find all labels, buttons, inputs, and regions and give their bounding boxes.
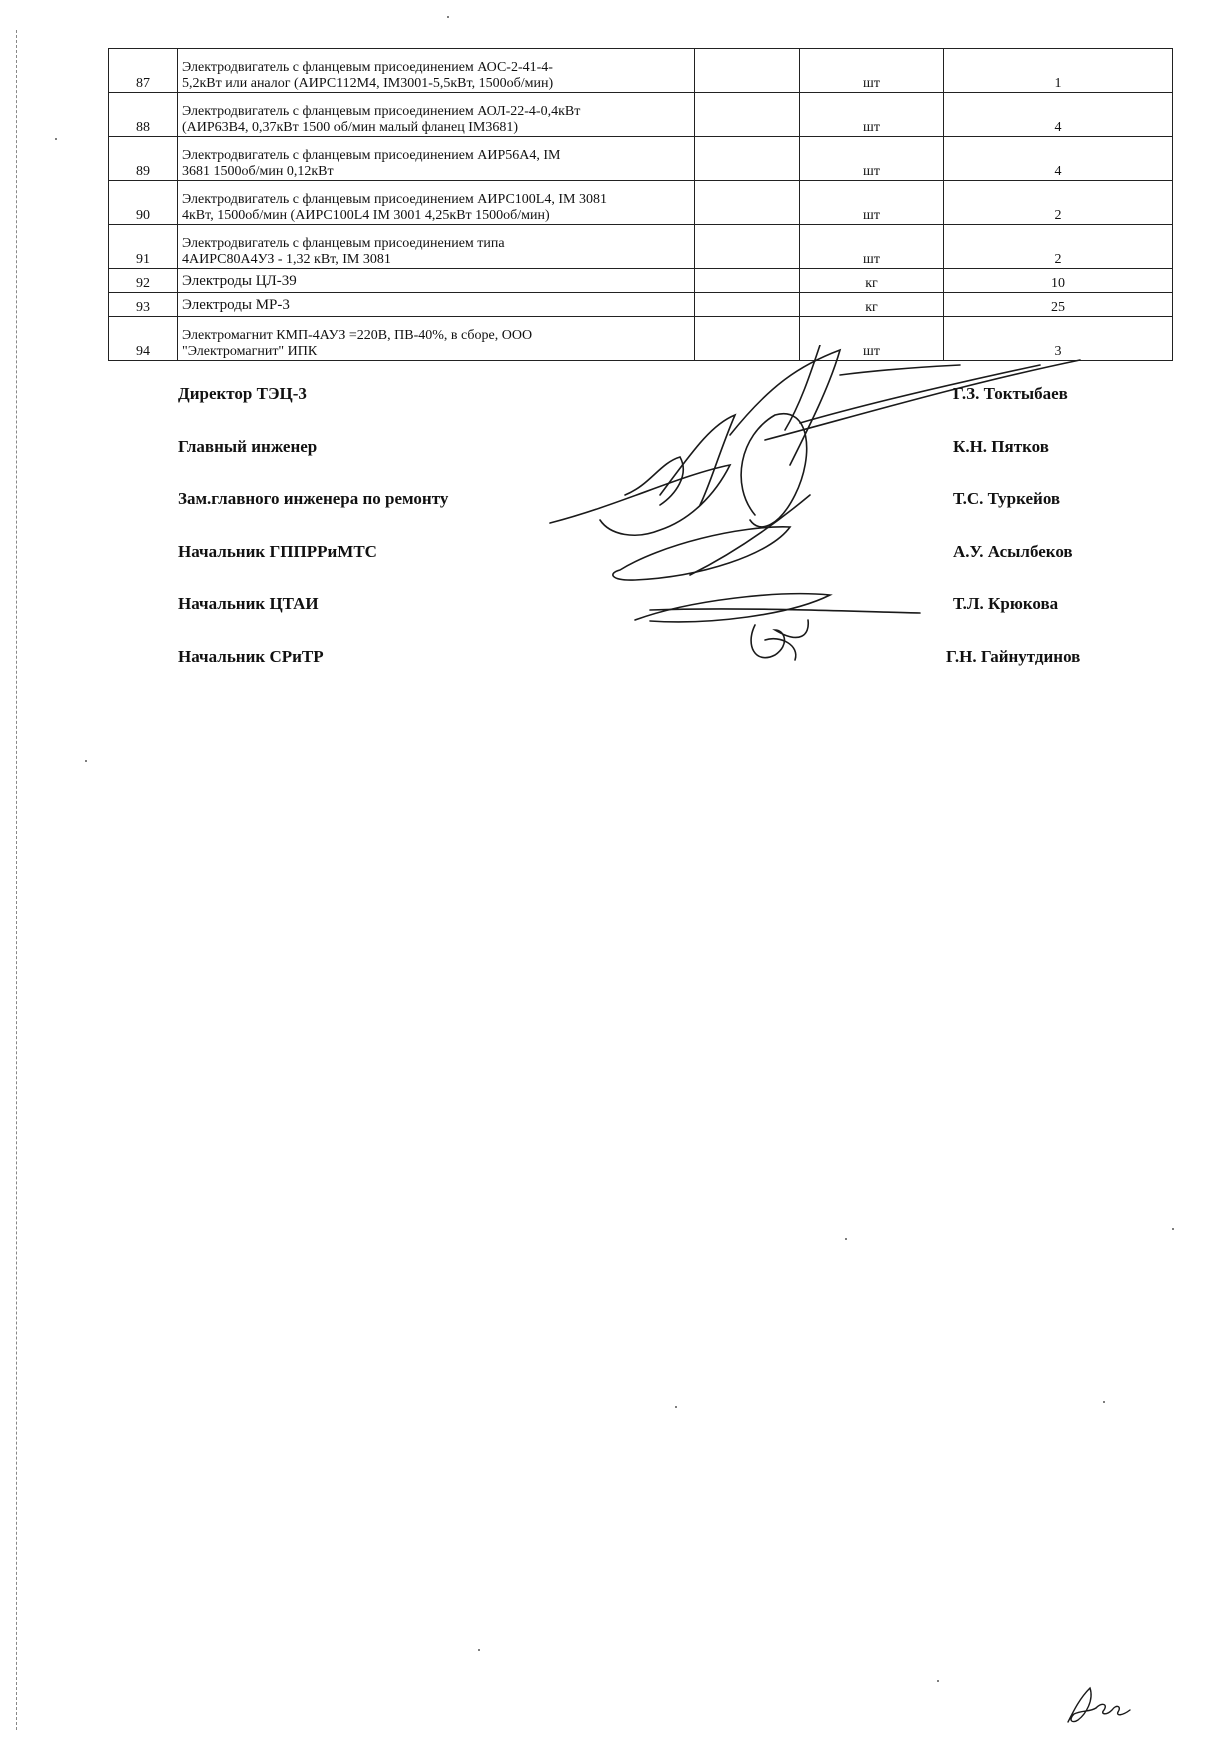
signatory-title: Зам.главного инженера по ремонту <box>178 489 449 508</box>
signatory-title: Директор ТЭЦ-3 <box>178 384 307 403</box>
description-line: 3681 1500об/мин 0,12кВт <box>182 164 334 179</box>
item-description <box>178 93 695 137</box>
row-number: 91 <box>109 225 178 269</box>
empty-cell <box>695 137 800 181</box>
unit-cell: шт <box>800 93 944 137</box>
description-line: Электроды МР-3 <box>182 296 290 313</box>
row-number: 87 <box>109 49 178 93</box>
row-number: 93 <box>109 293 178 317</box>
unit-cell: кг <box>800 269 944 293</box>
item-description <box>178 225 695 269</box>
unit-cell: шт <box>800 317 944 361</box>
table-row <box>109 181 1173 225</box>
scan-speck <box>937 1680 939 1682</box>
empty-cell <box>695 181 800 225</box>
row-number: 90 <box>109 181 178 225</box>
item-description <box>178 49 695 93</box>
quantity-cell: 2 <box>944 225 1173 269</box>
scan-speck <box>675 1406 677 1408</box>
empty-cell <box>695 93 800 137</box>
description-line: Электродвигатель с фланцевым присоединением АОС-2-41-4- <box>182 60 553 75</box>
scan-edge-line <box>16 30 17 1730</box>
scan-speck <box>845 1238 847 1240</box>
description-line: 5,2кВт или аналог (АИРС112М4, IM3001-5,5кВт, 1500об/мин) <box>182 76 554 91</box>
scan-speck <box>1103 1401 1105 1403</box>
empty-cell <box>695 269 800 293</box>
unit-cell: шт <box>800 49 944 93</box>
signatory-name: Т.С. Туркейов <box>953 489 1061 508</box>
signatory-title: Начальник ГППРРиМТС <box>178 541 377 561</box>
table-row <box>109 293 1173 317</box>
quantity-cell: 3 <box>944 317 1173 361</box>
quantity-cell: 4 <box>944 93 1173 137</box>
corner-initials <box>1060 1680 1140 1728</box>
item-description <box>178 137 695 181</box>
scan-speck <box>55 138 57 140</box>
table-row <box>109 225 1173 269</box>
signatory-name: Г.З. Токтыбаев <box>953 384 1068 403</box>
scan-speck <box>85 760 87 762</box>
item-description <box>178 293 695 317</box>
signatory-name: А.У. Асылбеков <box>953 541 1073 561</box>
table-row <box>109 49 1173 93</box>
empty-cell <box>695 293 800 317</box>
unit-cell: шт <box>800 181 944 225</box>
signatory-title: Начальник СРиТР <box>178 646 324 666</box>
description-line: Электродвигатель с фланцевым присоединением АОЛ-22-4-0,4кВт <box>182 104 581 119</box>
row-number: 92 <box>109 269 178 293</box>
signatory-title: Начальник ЦТАИ <box>178 594 319 613</box>
signatory-name: К.Н. Пятков <box>953 436 1049 456</box>
description-line: Электромагнит КМП-4АУЗ =220В, ПВ-40%, в сборе, ООО <box>182 328 533 343</box>
unit-cell: шт <box>800 137 944 181</box>
unit-cell: кг <box>800 293 944 317</box>
description-line: (АИР63В4, 0,37кВт 1500 об/мин малый фланец IM3681) <box>182 120 518 135</box>
scan-speck <box>447 16 449 18</box>
table-row <box>109 269 1173 293</box>
empty-cell <box>695 49 800 93</box>
signatory-title: Главный инженер <box>178 436 318 456</box>
signatory-name: Т.Л. Крюкова <box>953 594 1059 613</box>
scan-speck <box>1172 1228 1174 1230</box>
quantity-cell: 10 <box>944 269 1173 293</box>
item-description <box>178 181 695 225</box>
handwritten-signatures <box>540 345 1120 685</box>
quantity-cell: 1 <box>944 49 1173 93</box>
unit-cell: шт <box>800 225 944 269</box>
description-line: Электроды ЦЛ-39 <box>182 272 297 289</box>
row-number: 94 <box>109 317 178 361</box>
quantity-cell: 4 <box>944 137 1173 181</box>
table-row <box>109 93 1173 137</box>
item-description <box>178 269 695 293</box>
signatory-name: Г.Н. Гайнутдинов <box>946 646 1081 666</box>
description-line: 4кВт, 1500об/мин (АИРС100L4 IM 3001 4,25кВт 1500об/мин) <box>182 208 550 223</box>
empty-cell <box>695 225 800 269</box>
description-line: Электродвигатель с фланцевым присоединением АИРС100L4, IM 3081 <box>182 192 607 207</box>
row-number: 89 <box>109 137 178 181</box>
description-line: 4АИРС80А4УЗ - 1,32 кВт, IM 3081 <box>182 252 391 267</box>
table-row <box>109 137 1173 181</box>
quantity-cell: 25 <box>944 293 1173 317</box>
scan-speck <box>478 1649 480 1651</box>
description-line: "Электромагнит" ИПК <box>182 344 318 359</box>
items-table <box>108 48 1173 361</box>
quantity-cell: 2 <box>944 181 1173 225</box>
description-line: Электродвигатель с фланцевым присоединением типа <box>182 236 505 251</box>
row-number: 88 <box>109 93 178 137</box>
description-line: Электродвигатель с фланцевым присоединением АИР56А4, IM <box>182 148 561 163</box>
